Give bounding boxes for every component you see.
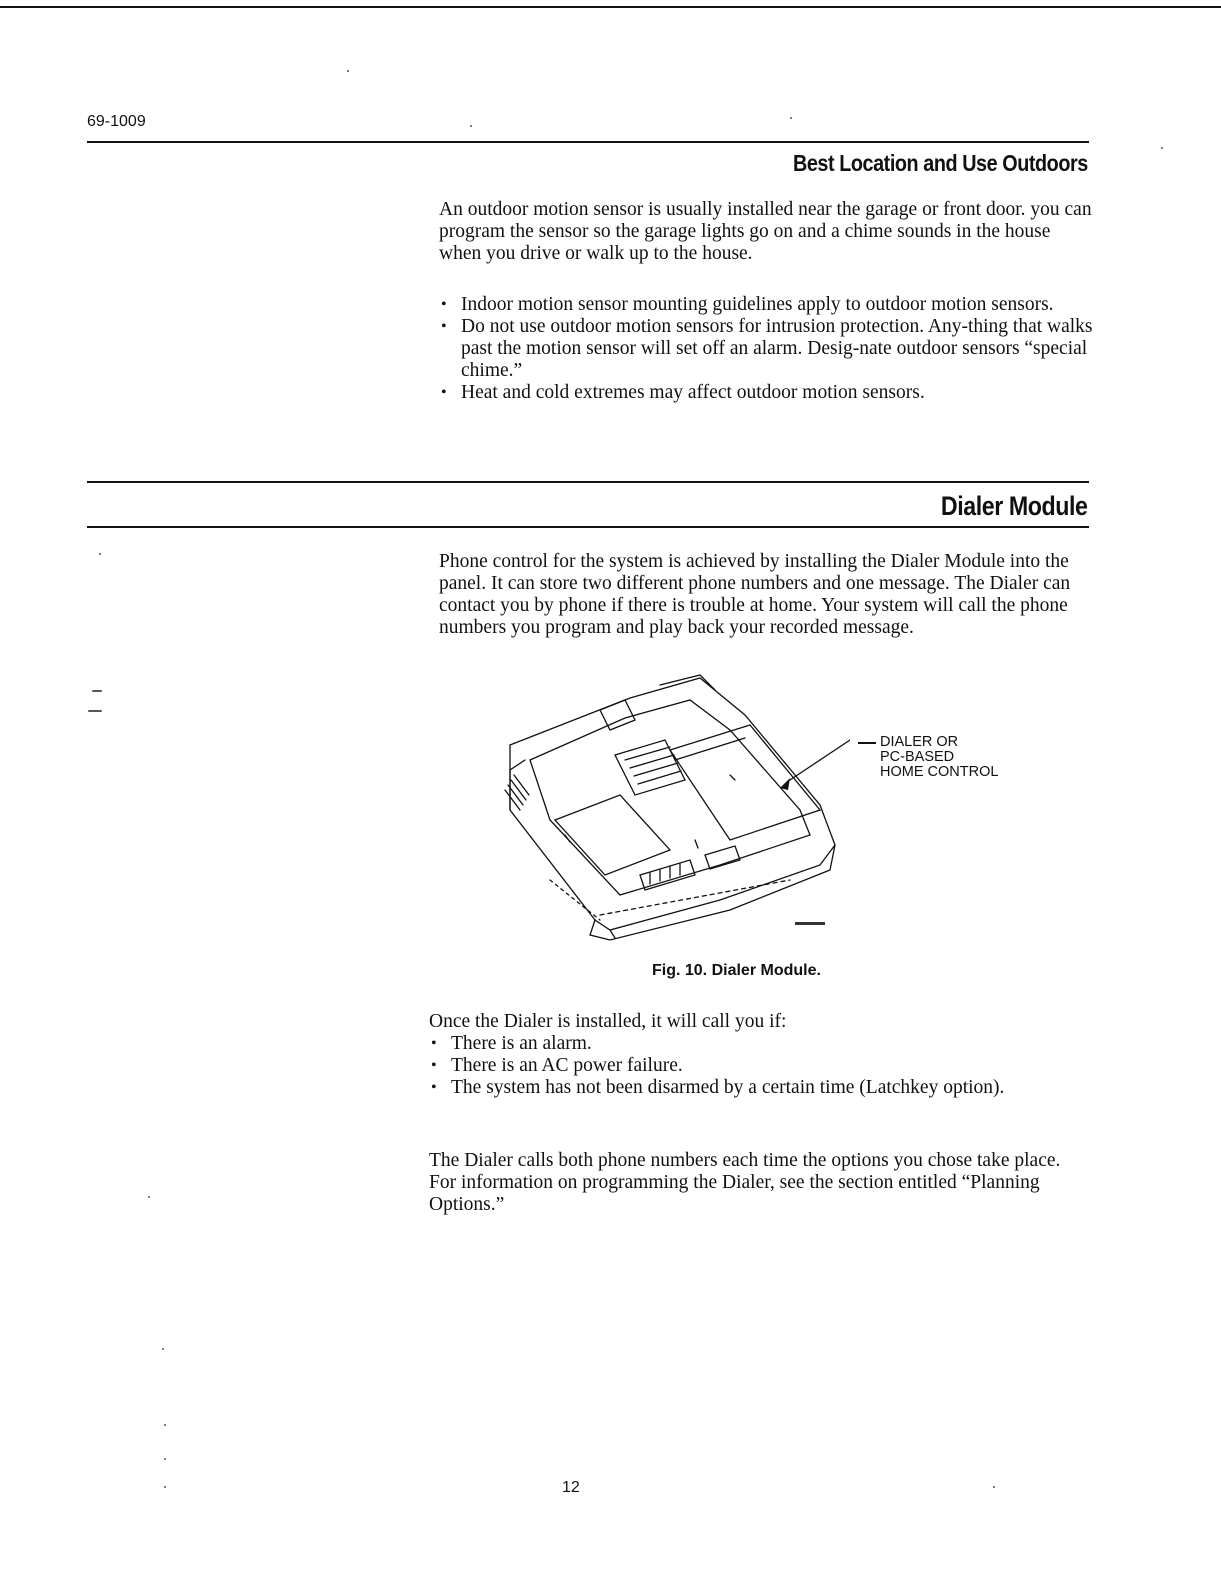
scan-speck	[347, 70, 349, 72]
scan-speck	[470, 125, 472, 127]
callout-dash	[858, 742, 876, 744]
scan-speck	[1161, 147, 1163, 149]
dialer-closing-paragraph: The Dialer calls both phone numbers each time the options you chose take place. For information on programming the Dialer, see the section entitled “Planning Options.”	[429, 1150, 1061, 1215]
list-item: • There is an AC power failure.	[429, 1055, 1049, 1077]
list-item: • Do not use outdoor motion sensors for intrusion protection. Any-thing that walks past the motion sensor will set off an alarm. Desig-nate outdoor sensors “special chime.”	[439, 316, 1094, 382]
scan-speck	[88, 710, 102, 712]
section-divider-top	[87, 481, 1089, 483]
scan-speck	[99, 553, 101, 555]
dialer-call-conditions-list	[429, 1033, 1049, 1099]
dialer-calls-intro: Once the Dialer is installed, it will call you if:	[429, 1011, 787, 1032]
list-item: • Heat and cold extremes may affect outdoor motion sensors.	[439, 382, 1094, 404]
part-label-mark	[795, 922, 825, 925]
scan-speck	[148, 1196, 150, 1198]
outdoor-intro-paragraph: An outdoor motion sensor is usually installed near the garage or front door. you can program the sensor so the garage lights go on and a chime sounds in the house when you drive or walk up to the house.	[439, 199, 1092, 264]
scan-speck	[790, 117, 792, 119]
dialer-callout-label	[880, 735, 998, 780]
section-divider-bottom	[87, 526, 1089, 528]
callout-line: PC-BASED	[880, 749, 955, 765]
scan-speck	[164, 1424, 166, 1426]
callout-line: HOME CONTROL	[880, 764, 999, 780]
page-number: 12	[562, 1479, 580, 1496]
scan-speck	[162, 1348, 164, 1350]
scan-speck	[92, 690, 102, 692]
section-heading-dialer: Dialer Module	[941, 491, 1088, 521]
pointer-arrow-icon	[780, 778, 790, 790]
top-edge-line	[0, 6, 1221, 8]
scan-speck	[164, 1486, 166, 1488]
scan-speck	[164, 1458, 166, 1460]
outdoor-guidelines-list	[439, 294, 1094, 404]
section-heading-outdoors: Best Location and Use Outdoors	[793, 150, 1088, 176]
header-rule	[87, 141, 1089, 143]
list-item: • There is an alarm.	[429, 1033, 1049, 1055]
document-number: 69-1009	[87, 113, 146, 130]
scan-speck	[993, 1486, 995, 1488]
dialer-module-illustration	[490, 670, 850, 945]
list-item: • Indoor motion sensor mounting guidelines apply to outdoor motion sensors.	[439, 294, 1094, 316]
list-item: • The system has not been disarmed by a certain time (Latchkey option).	[429, 1077, 1049, 1099]
figure-caption: Fig. 10. Dialer Module.	[652, 962, 821, 979]
callout-line: DIALER OR	[880, 734, 959, 750]
dialer-intro-paragraph: Phone control for the system is achieved by installing the Dialer Module into the panel. It can store two different phone numbers and one message. The Dialer can contact you by phone if there is trouble at home. Your system will call the phone numbers you program and play back your recorded message.	[439, 551, 1071, 638]
